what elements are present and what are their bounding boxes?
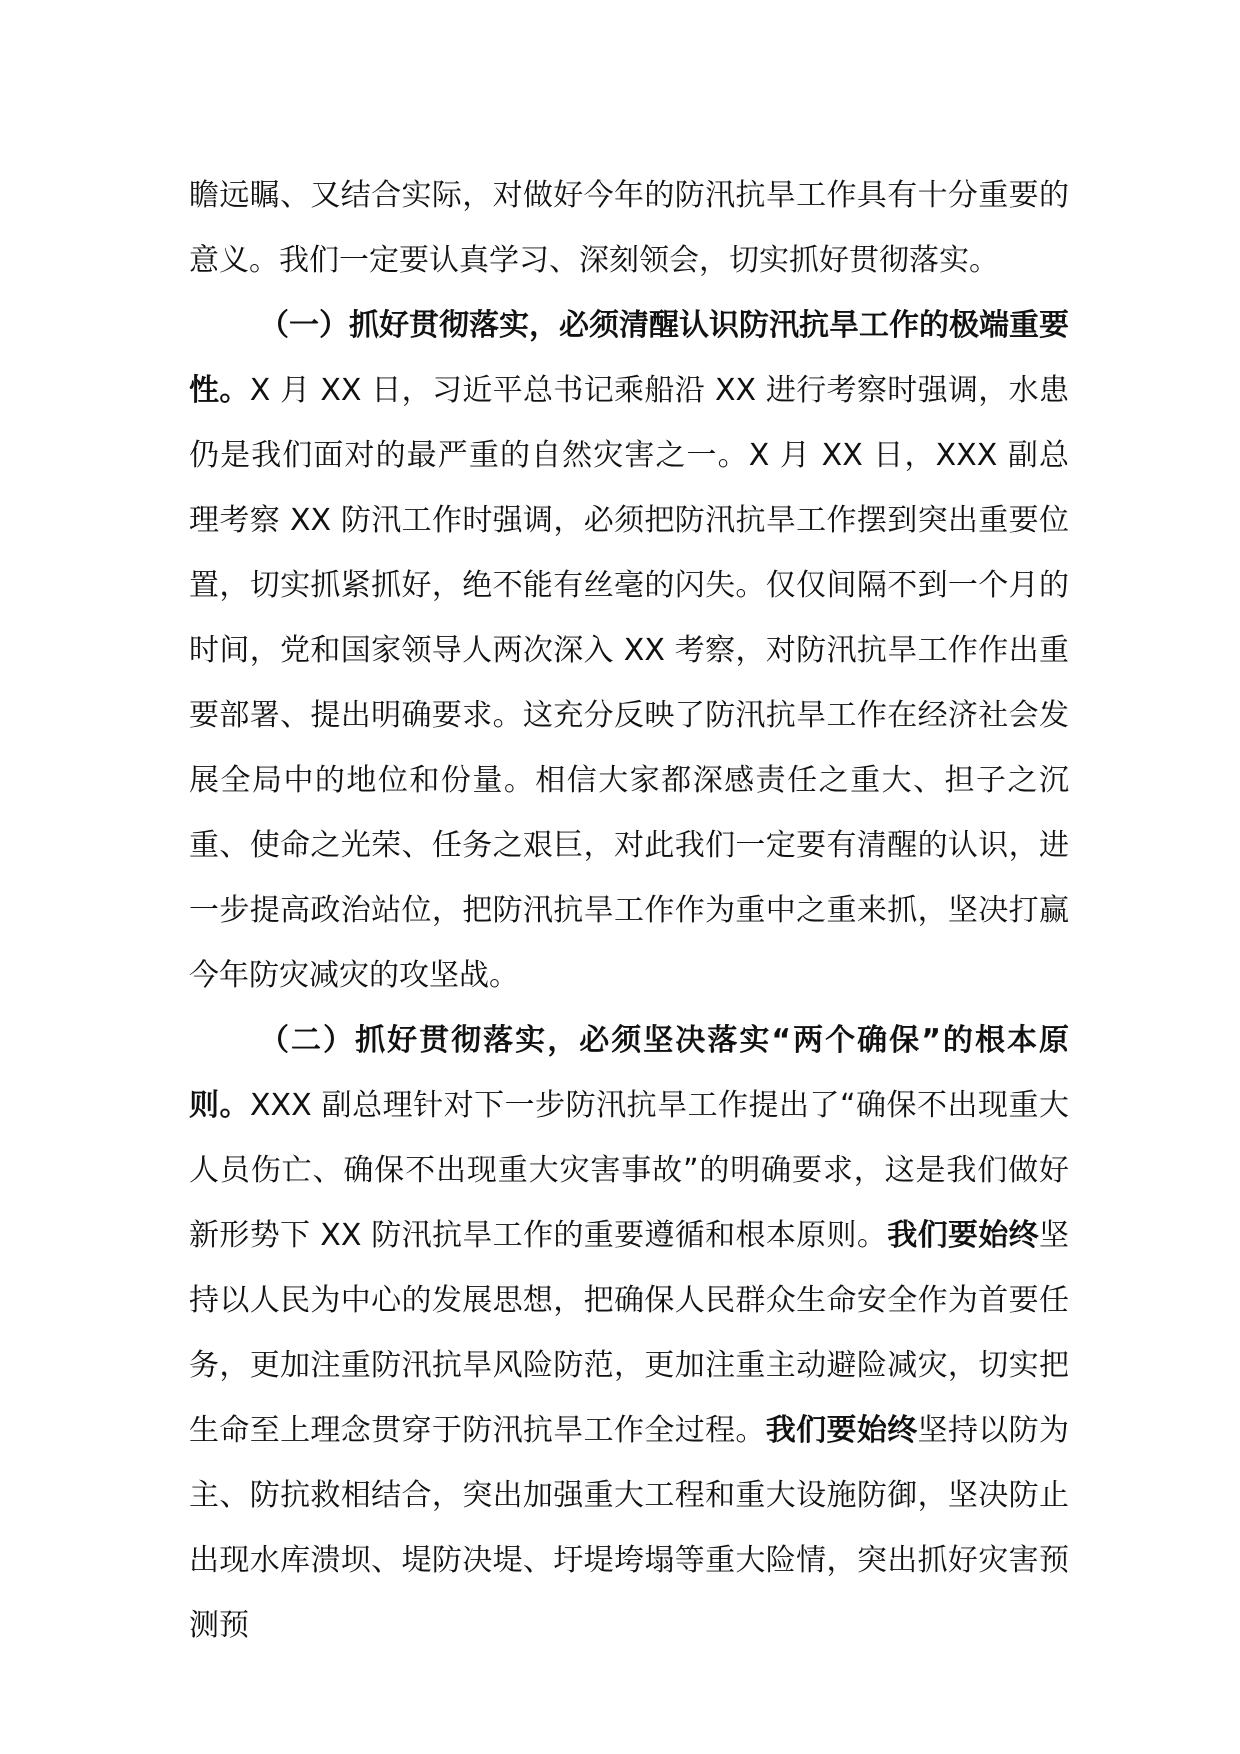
section-1-body: X 月 XX 日，习近平总书记乘船沿 XX 进行考察时强调，水患仍是我们面对的最严重的自然灾害之一。X 月 XX 日，XXX 副总理考察 XX 防汛工作时强调，必须把防汛抗旱工作摆到突出重要位置，切实抓紧抓好，绝不能有丝毫的闪失。仅仅间隔不到一个月的时间，党和国家领导人两次深入 XX 考察，对防汛抗旱工作作出重要部署、提出明确要求。这充分反映了防汛抗旱工作在经济社会发展全局中的地位和份量。相信大家都深感责任之重大、担子之沉重、使命之光荣、任务之艰巨，对此我们一定要有清醒的认识，进一步提高政治站位，把防汛抗旱工作作为重中之重来抓，坚决打赢今年防灾减灾的攻坚战。: [189, 373, 1069, 993]
document-page: [189, 163, 1069, 1658]
paragraph-section-2: [189, 1008, 1069, 1658]
paragraph-intro: [189, 163, 1069, 293]
section-2-body-3: 坚持以防为主、防抗救相结合，突出加强重大工程和重大设施防御，坚决防止出现水库溃坝、堤防决堤、圩堤垮塌等重大险情，突出抓好灾害预测预: [189, 1413, 1070, 1643]
section-2-body-2: 坚持以人民为中心的发展思想，把确保人民群众生命安全作为首要任务，更加注重防汛抗旱风险防范，更加注重主动避险减灾，切实把生命至上理念贯穿于防汛抗旱工作全过程。: [189, 1218, 1070, 1448]
section-2-body-1: XXX 副总理针对下一步防汛抗旱工作提出了“确保不出现重大人员伤亡、确保不出现重大灾害事故”的明确要求，这是我们做好新形势下 XX 防汛抗旱工作的重要遵循和根本原则。: [189, 1088, 1069, 1253]
section-2-heading: （二）抓好贯彻落实，必须坚决落实“两个确保”的根本原则。: [189, 1023, 1069, 1123]
paragraph-intro-text: 瞻远瞩、又结合实际，对做好今年的防汛抗旱工作具有十分重要的意义。我们一定要认真学习、深刻领会，切实抓好贯彻落实。: [189, 178, 1069, 278]
section-1-heading: （一）抓好贯彻落实，必须清醒认识防汛抗旱工作的极端重要性。: [189, 308, 1069, 408]
section-2-emphasis-1: 我们要始终: [887, 1218, 1040, 1253]
paragraph-section-1: [189, 293, 1069, 1008]
section-2-emphasis-2: 我们要始终: [765, 1413, 918, 1448]
